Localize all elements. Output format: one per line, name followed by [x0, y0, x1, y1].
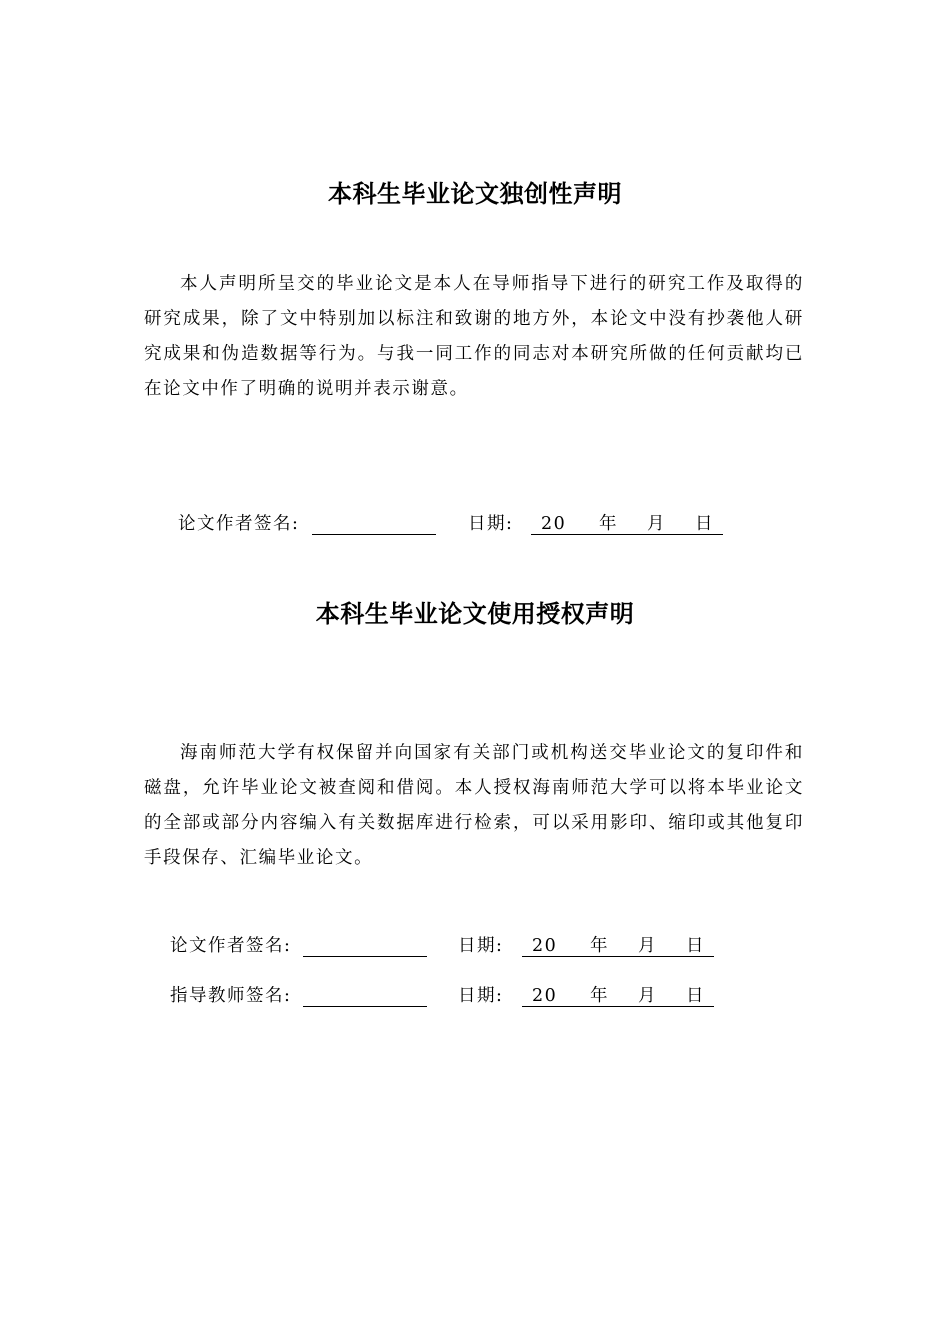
- date-field[interactable]: [522, 934, 714, 957]
- date-field[interactable]: [531, 512, 723, 535]
- month-unit: 月: [647, 514, 666, 534]
- date-label: 日期:: [468, 514, 514, 534]
- author-signature-blank[interactable]: [312, 512, 436, 535]
- date-field[interactable]: [522, 984, 714, 1007]
- year-unit: 年: [599, 514, 618, 534]
- day-unit: 日: [686, 936, 705, 956]
- month-unit: 月: [638, 986, 657, 1006]
- year-prefix: 20: [541, 514, 567, 534]
- date-label: 日期:: [458, 986, 504, 1006]
- advisor-signature-label: 指导教师签名:: [170, 986, 292, 1006]
- author-signature-label: 论文作者签名:: [170, 936, 292, 956]
- date-label: 日期:: [458, 936, 504, 956]
- day-unit: 日: [695, 514, 714, 534]
- day-unit: 日: [686, 986, 705, 1006]
- year-unit: 年: [590, 936, 609, 956]
- originality-declaration-title: 本科生毕业论文独创性声明: [328, 180, 622, 208]
- year-prefix: 20: [532, 936, 558, 956]
- authorization-declaration-text: 海南师范大学有权保留并向国家有关部门或机构送交毕业论文的复印件和磁盘，允许毕业论文被查阅和借阅。本人授权海南师范大学可以将本毕业论文的全部或部分内容编入有关数据库进行检索，可以采用影印、缩印或其他复印手段保存、汇编毕业论文。: [144, 743, 804, 868]
- author-signature-label: 论文作者签名:: [178, 514, 300, 534]
- advisor-signature-blank[interactable]: [303, 984, 427, 1007]
- originality-declaration-text: 本人声明所呈交的毕业论文是本人在导师指导下进行的研究工作及取得的研究成果，除了文中特别加以标注和致谢的地方外，本论文中没有抄袭他人研究成果和伪造数据等行为。与我一同工作的同志对本研究所做的任何贡献均已在论文中作了明确的说明并表示谢意。: [144, 274, 804, 399]
- year-prefix: 20: [532, 986, 558, 1006]
- authorization-declaration-title: 本科生毕业论文使用授权声明: [315, 600, 635, 628]
- author-signature-blank[interactable]: [303, 934, 427, 957]
- year-unit: 年: [590, 986, 609, 1006]
- month-unit: 月: [638, 936, 657, 956]
